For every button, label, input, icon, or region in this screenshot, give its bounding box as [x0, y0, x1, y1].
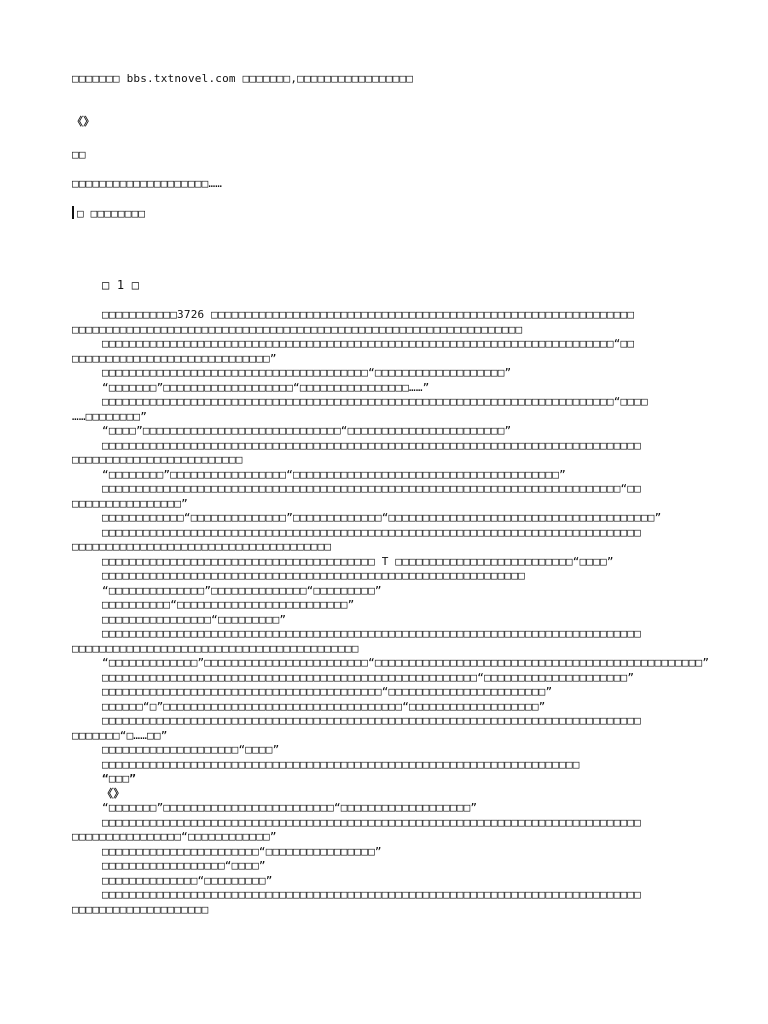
body-line: □□□□□□□□□□□□□□□□□□□□□□□□□□□□□□□□□□□□□□□□□□	[72, 642, 359, 655]
body-line: □□□□□□□□□□□□□□□□□□□□□□□□□□□□□□□□□□□□□□□□□□□□□□□□□□□□□□□□□□□□□□□□□□□□□□□□□□□□□□□	[102, 439, 641, 452]
body-line: □□□□□□□□□□□□□□□□□□□□□□□□□□□□□□□□□□□□□□□□□□□□□□□□□□□□□□□□□□□□□□□□□□□□□□□□□□□“□□□□	[102, 395, 648, 408]
body-line: □□□□□□□□□□□□□□□□□□□□□□□□□□□□□□□□□□□□□□□□□□□□□□□□□□□□□□□□□□□□□□□□□□□□□□□□□□□□“□□	[102, 482, 641, 495]
body-line: □□□□□□□□□□□□□□□□□□□□□□□“□□□□□□□□□□□□□□□□”	[102, 845, 382, 858]
body-line: □□□□□□□□□□□□□□□□□□□□□□□□□□□□□□□□□□□□□□□□□□□□□□□□□□□□□□□□□□□□□□□□□□	[72, 323, 523, 336]
body-line: □□□□□□□□□□□□□□□□□□□□	[72, 903, 209, 916]
body-line: □□□□□□□□□□□□□□□□□□□□□□□□□□□□□□□□□□□□□□□□□□□□□□□□□□□□□□□□□□□□□□□□□□□□□□□□□□□□□□□	[102, 816, 641, 829]
section-line	[72, 206, 145, 221]
body-line: □□□□□□□□□□□□□□□□□□□□□□□□□□□□□□□□□□□□□□□□□“□□□□□□□□□□□□□□□□□□□□□□□”	[102, 685, 553, 698]
body-line: ……□□□□□□□□”	[72, 410, 148, 423]
body-line: □□□□□□□□□□□□□□“□□□□□□□□□”	[102, 874, 273, 887]
source-notice: □□□□□□□ bbs.txtnovel.com □□□□□□□,□□□□□□□□□□□□□□□□□	[72, 72, 414, 85]
body-line: □□□□□□□□□□□□□□□□□□□□□□□□□□□□□□□□□□□□□□□□□□□□□□□□□□□□□□□□□□□□□□□□□□□□□□□□□□□□□□□	[102, 714, 641, 727]
body-line: □□□□□□□□□□□□□□□□“□□□□□□□□□”	[102, 613, 287, 626]
body-line: “□□□□□□□□□□□□□”□□□□□□□□□□□□□□□□□□□□□□□□“□□□□□□□□□□□□□□□□□□□□□□□□□□□□□□□□□□□□□□□□□□□□□□□□”	[102, 656, 710, 669]
body-line: □□□□□□□□□□□□□□□□□□□□□□□□□	[72, 453, 243, 466]
body-line: □□□□□□□□□□□□□□□□□□□□□□□□□□□□□□□□□□□□□□□□□□□□□□□□□□□□□□□□□□□□□□□□□□□□□□□□□□□□□□□	[102, 627, 641, 640]
body-line: □□□□□□□□□□□□□□□□□□□□“□□□□”	[102, 743, 280, 756]
body-line: □□□□□□□□□□□□□□□□“□□□□□□□□□□□□”	[72, 830, 277, 843]
body-line: □□□□□□□□□□□□□□□□□□□□□□□□□□□□□”	[72, 352, 277, 365]
summary-line: □□□□□□□□□□□□□□□□□□□□……	[72, 177, 223, 190]
body-line: “□□□□”□□□□□□□□□□□□□□□□□□□□□□□□□□□□□“□□□□□□□□□□□□□□□□□□□□□□□”	[102, 424, 512, 437]
body-line: “□□□□□□□□□□□□□□”□□□□□□□□□□□□□□“□□□□□□□□□”	[102, 584, 382, 597]
body-line: □□□□□□□□□□□□□□□□□□□□□□□□□□□□□□□□□□□□□□□□ T □□□□□□□□□□□□□□□□□□□□□□□□□□“□□□□”	[102, 555, 614, 568]
body-line: □□□□□□□□□□□□□□□□□□□□□□□□□□□□□□□□□□□□□□□□□□□□□□□□□□□□□□□□□□□□□□□□□□□□□□	[102, 758, 580, 771]
body-line: □□□□□□“□”□□□□□□□□□□□□□□□□□□□□□□□□□□□□□□□□□□□“□□□□□□□□□□□□□□□□□□□”	[102, 700, 546, 713]
body-line: “□□□”	[102, 772, 137, 785]
body-line: □□□□□□□□□□□□“□□□□□□□□□□□□□□”□□□□□□□□□□□□□“□□□□□□□□□□□□□□□□□□□□□□□□□□□□□□□□□□□□□□□”	[102, 511, 662, 524]
section-bar	[72, 206, 74, 219]
body-line: “□□□□□□□”□□□□□□□□□□□□□□□□□□□□□□□□□“□□□□□□□□□□□□□□□□□□□”	[102, 801, 478, 814]
body-line: □□□□□□□□□□□□□□□□□□□□□□□□□□□□□□□□□□□□□□□□□□□□□□□□□□□□□□□“□□□□□□□□□□□□□□□□□□□□□”	[102, 671, 635, 684]
chapter-heading: □ 1 □	[102, 278, 140, 292]
body-line: □□□□□□□□□□□□□□□□□□□□□□□□□□□□□□□□□□□□□□□□□□□□□□□□□□□□□□□□□□□□□□□□□□□□□□□□□□□□□□□	[102, 888, 641, 901]
body-line: □□□□□□□□□□□□□□□□□□□□□□□□□□□□□□□□□□□□□□□“□□□□□□□□□□□□□□□□□□□”	[102, 366, 512, 379]
body-line: □□□□□□□□□□“□□□□□□□□□□□□□□□□□□□□□□□□□”	[102, 598, 355, 611]
body-line: □□□□□□□“□……□□”	[72, 729, 168, 742]
body-line: □□□□□□□□□□□□□□□□”	[72, 497, 188, 510]
body-line: “□□□□□□□□”□□□□□□□□□□□□□□□□□“□□□□□□□□□□□□□□□□□□□□□□□□□□□□□□□□□□□□□□□”	[102, 468, 566, 481]
body-line: “□□□□□□□”□□□□□□□□□□□□□□□□□□□“□□□□□□□□□□□□□□□□……”	[102, 381, 430, 394]
body-line: □□□□□□□□□□□□□□□□□□□□□□□□□□□□□□□□□□□□□□□□□□□□□□□□□□□□□□□□□□□□□□	[102, 569, 525, 582]
section-label: □ □□□□□□□□	[77, 207, 146, 220]
body-line: □□□□□□□□□□□□□□□□□□“□□□□”	[102, 859, 266, 872]
body-line: 《》	[102, 787, 125, 800]
body-line: □□□□□□□□□□□□□□□□□□□□□□□□□□□□□□□□□□□□□□□□□□□□□□□□□□□□□□□□□□□□□□□□□□□□□□□□□□□□□□□	[102, 526, 641, 539]
body-line: □□□□□□□□□□□□□□□□□□□□□□□□□□□□□□□□□□□□□□	[72, 540, 332, 553]
body-line: □□□□□□□□□□□□□□□□□□□□□□□□□□□□□□□□□□□□□□□□□□□□□□□□□□□□□□□□□□□□□□□□□□□□□□□□□□□“□□	[102, 337, 635, 350]
author-line: □□	[72, 148, 86, 161]
body-line: □□□□□□□□□□□3726 □□□□□□□□□□□□□□□□□□□□□□□□□□□□□□□□□□□□□□□□□□□□□□□□□□□□□□□□□□□□□□	[102, 308, 635, 321]
book-title-marks: 《》	[72, 115, 95, 128]
